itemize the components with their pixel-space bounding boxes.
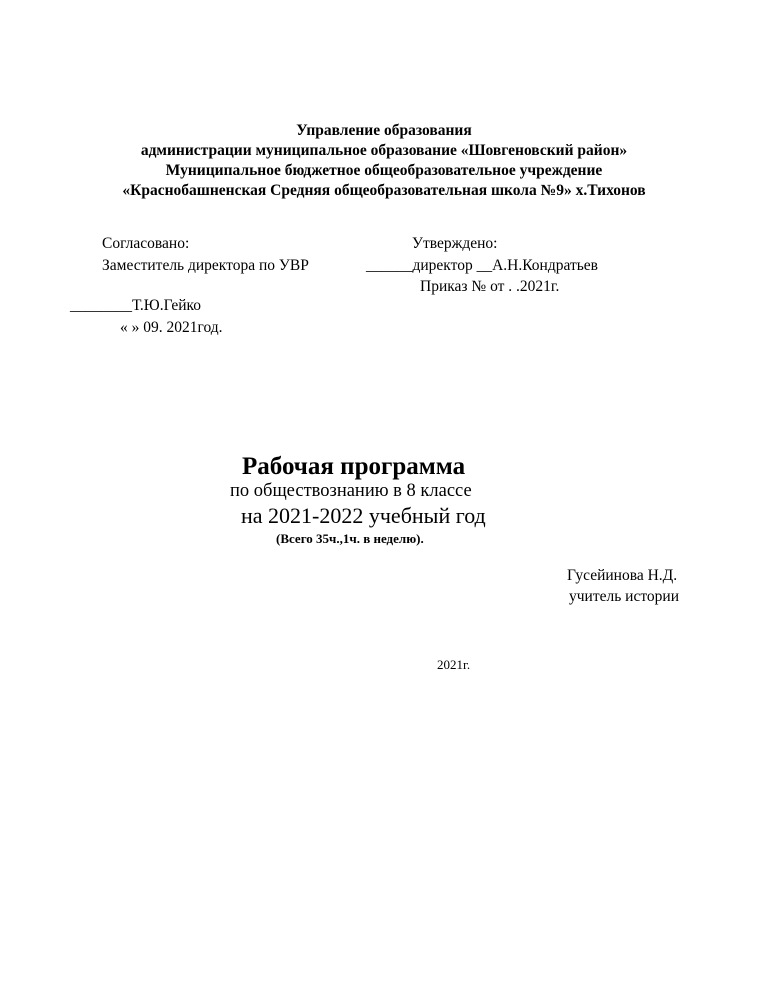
agreed-position: Заместитель директора по УВР — [102, 257, 309, 274]
approved-label: Утверждено: — [412, 235, 498, 252]
approved-order: Приказ № от . .2021г. — [420, 278, 560, 295]
approved-director: ______директор __А.Н.Кондратьев — [366, 257, 598, 274]
program-subject: по обществознанию в 8 классе — [230, 481, 472, 501]
program-year: на 2021-2022 учебный год — [241, 503, 486, 528]
program-title: Рабочая программа — [242, 453, 466, 480]
footer-year: 2021г. — [437, 657, 471, 672]
agreed-date: « » 09. 2021год. — [120, 319, 223, 336]
header-line-1: Управление образования — [296, 122, 472, 139]
agreed-signature: ________Т.Ю.Гейко — [70, 297, 202, 314]
author-position: учитель истории — [569, 588, 680, 605]
header-line-2: администрации муниципальное образование «Шовгеновский район» — [140, 142, 628, 159]
author-name: Гусейинова Н.Д. — [567, 567, 678, 584]
program-hours: (Всего 35ч.,1ч. в неделю). — [276, 531, 424, 546]
header-line-3: Муниципальное бюджетное общеобразовательное учреждение — [165, 162, 603, 179]
header-line-4: «Краснобашненская Средняя общеобразовательная школа №9» х.Тихонов — [122, 182, 646, 199]
agreed-label: Согласовано: — [102, 235, 190, 252]
